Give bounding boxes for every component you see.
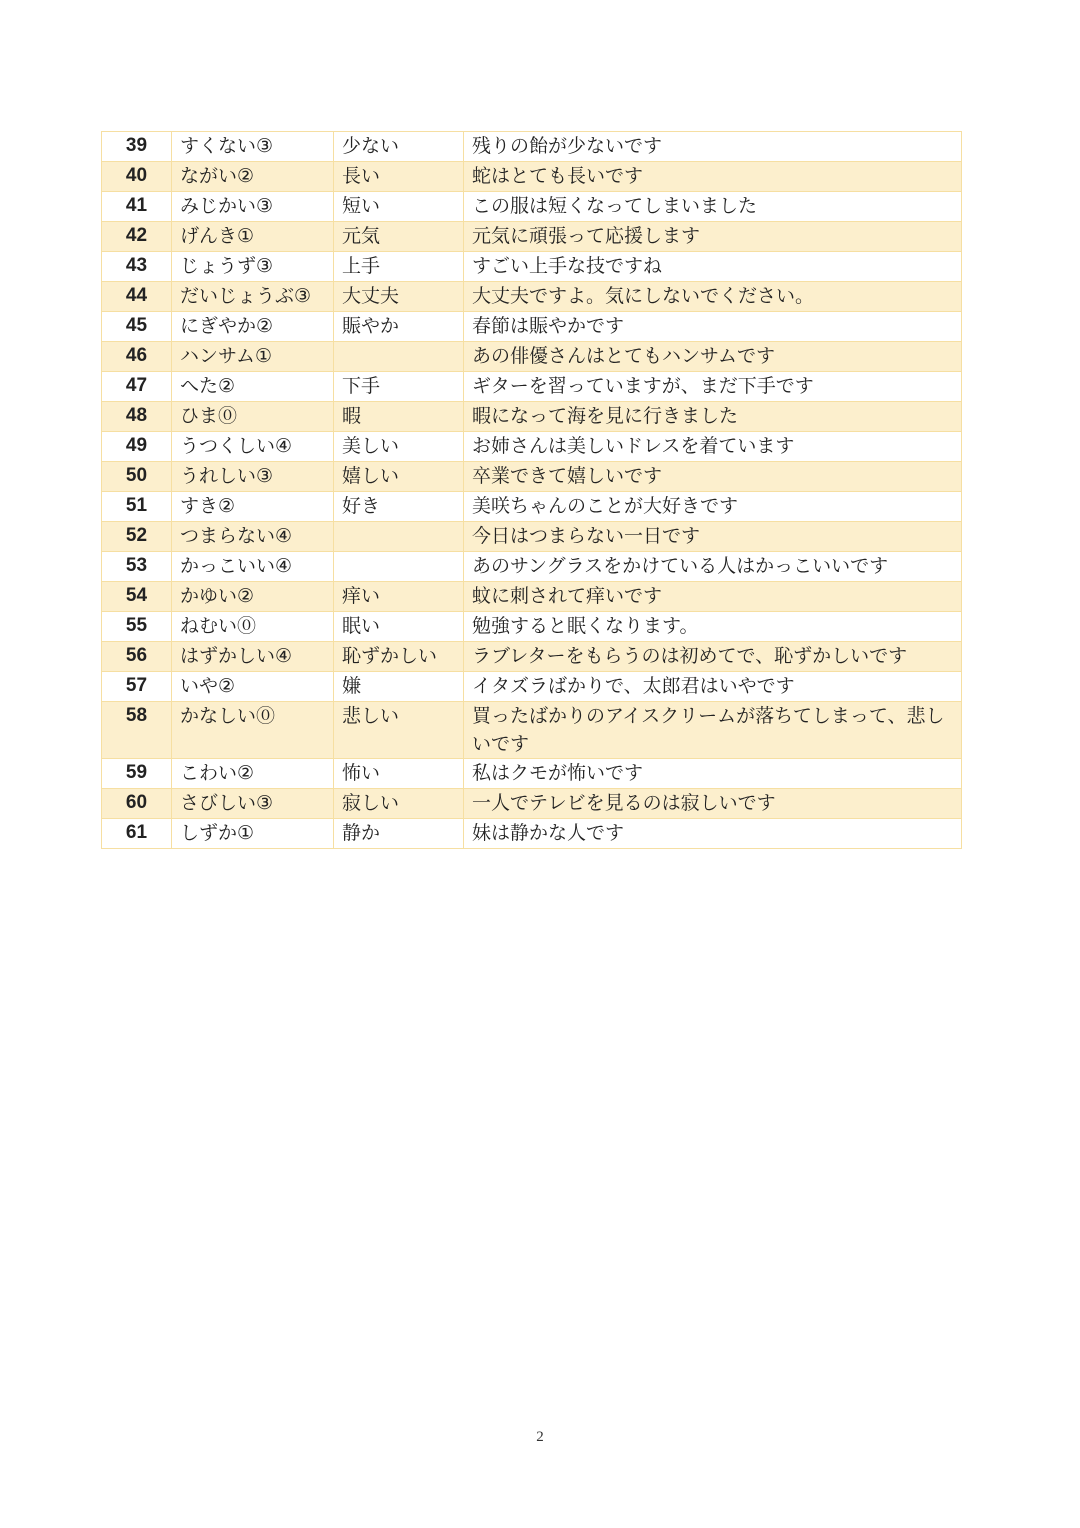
- example-cell: あの俳優さんはとてもハンサムです: [464, 342, 962, 372]
- example-cell: 残りの飴が少ないです: [464, 132, 962, 162]
- table-row: [102, 789, 962, 819]
- table-row: [102, 819, 962, 849]
- vocabulary-table-body: [102, 132, 962, 849]
- example-cell: ギターを習っていますが、まだ下手です: [464, 372, 962, 402]
- example-cell: あのサングラスをかけている人はかっこいいです: [464, 552, 962, 582]
- table-row: [102, 492, 962, 522]
- kanji-cell: 短い: [334, 192, 464, 222]
- kanji-cell: [334, 552, 464, 582]
- reading-cell: うれしい③: [172, 462, 334, 492]
- example-cell: 蛇はとても長いです: [464, 162, 962, 192]
- row-number: 53: [102, 552, 172, 582]
- kanji-cell: 少ない: [334, 132, 464, 162]
- table-row: [102, 672, 962, 702]
- reading-cell: はずかしい④: [172, 642, 334, 672]
- table-row: [102, 612, 962, 642]
- reading-cell: しずか①: [172, 819, 334, 849]
- reading-cell: ながい②: [172, 162, 334, 192]
- example-cell: 勉強すると眠くなります。: [464, 612, 962, 642]
- page-number: 2: [536, 1429, 544, 1445]
- reading-cell: こわい②: [172, 759, 334, 789]
- row-number: 52: [102, 522, 172, 552]
- row-number: 50: [102, 462, 172, 492]
- table-row: [102, 162, 962, 192]
- example-cell: 卒業できて嬉しいです: [464, 462, 962, 492]
- reading-cell: げんき①: [172, 222, 334, 252]
- row-number: 54: [102, 582, 172, 612]
- reading-cell: すき②: [172, 492, 334, 522]
- example-cell: 買ったばかりのアイスクリームが落ちてしまって、悲しいです: [464, 702, 962, 759]
- kanji-cell: 大丈夫: [334, 282, 464, 312]
- kanji-cell: 上手: [334, 252, 464, 282]
- reading-cell: かっこいい④: [172, 552, 334, 582]
- reading-cell: すくない③: [172, 132, 334, 162]
- table-row: [102, 252, 962, 282]
- reading-cell: みじかい③: [172, 192, 334, 222]
- kanji-cell: 嫌: [334, 672, 464, 702]
- table-row: [102, 702, 962, 759]
- reading-cell: つまらない④: [172, 522, 334, 552]
- reading-cell: かゆい②: [172, 582, 334, 612]
- reading-cell: ねむい⓪: [172, 612, 334, 642]
- example-cell: 春節は賑やかです: [464, 312, 962, 342]
- row-number: 47: [102, 372, 172, 402]
- row-number: 45: [102, 312, 172, 342]
- example-cell: 私はクモが怖いです: [464, 759, 962, 789]
- table-row: [102, 312, 962, 342]
- example-cell: 美咲ちゃんのことが大好きです: [464, 492, 962, 522]
- row-number: 57: [102, 672, 172, 702]
- kanji-cell: 嬉しい: [334, 462, 464, 492]
- row-number: 61: [102, 819, 172, 849]
- kanji-cell: 恥ずかしい: [334, 642, 464, 672]
- row-number: 44: [102, 282, 172, 312]
- kanji-cell: 美しい: [334, 432, 464, 462]
- table-row: [102, 432, 962, 462]
- example-cell: 大丈夫ですよ。気にしないでください。: [464, 282, 962, 312]
- example-cell: 元気に頑張って応援します: [464, 222, 962, 252]
- example-cell: 今日はつまらない一日です: [464, 522, 962, 552]
- reading-cell: いや②: [172, 672, 334, 702]
- row-number: 48: [102, 402, 172, 432]
- reading-cell: うつくしい④: [172, 432, 334, 462]
- reading-cell: にぎやか②: [172, 312, 334, 342]
- row-number: 46: [102, 342, 172, 372]
- kanji-cell: 下手: [334, 372, 464, 402]
- example-cell: お姉さんは美しいドレスを着ています: [464, 432, 962, 462]
- example-cell: すごい上手な技ですね: [464, 252, 962, 282]
- row-number: 39: [102, 132, 172, 162]
- table-row: [102, 342, 962, 372]
- table-row: [102, 582, 962, 612]
- table-row: [102, 759, 962, 789]
- reading-cell: かなしい⓪: [172, 702, 334, 759]
- kanji-cell: 怖い: [334, 759, 464, 789]
- row-number: 40: [102, 162, 172, 192]
- row-number: 41: [102, 192, 172, 222]
- table-row: [102, 462, 962, 492]
- row-number: 43: [102, 252, 172, 282]
- table-row: [102, 192, 962, 222]
- reading-cell: ひま⓪: [172, 402, 334, 432]
- reading-cell: さびしい③: [172, 789, 334, 819]
- example-cell: ラブレターをもらうのは初めてで、恥ずかしいです: [464, 642, 962, 672]
- kanji-cell: 寂しい: [334, 789, 464, 819]
- row-number: 59: [102, 759, 172, 789]
- table-row: [102, 282, 962, 312]
- kanji-cell: 悲しい: [334, 702, 464, 759]
- example-cell: 妹は静かな人です: [464, 819, 962, 849]
- row-number: 55: [102, 612, 172, 642]
- kanji-cell: 眠い: [334, 612, 464, 642]
- reading-cell: じょうず③: [172, 252, 334, 282]
- kanji-cell: 静か: [334, 819, 464, 849]
- row-number: 58: [102, 702, 172, 759]
- example-cell: 蚊に刺されて痒いです: [464, 582, 962, 612]
- table-row: [102, 372, 962, 402]
- kanji-cell: [334, 342, 464, 372]
- kanji-cell: 痒い: [334, 582, 464, 612]
- reading-cell: ハンサム①: [172, 342, 334, 372]
- kanji-cell: 元気: [334, 222, 464, 252]
- table-row: [102, 402, 962, 432]
- kanji-cell: 賑やか: [334, 312, 464, 342]
- vocabulary-table: [101, 131, 962, 849]
- table-row: [102, 132, 962, 162]
- row-number: 42: [102, 222, 172, 252]
- kanji-cell: [334, 522, 464, 552]
- kanji-cell: 長い: [334, 162, 464, 192]
- row-number: 60: [102, 789, 172, 819]
- table-row: [102, 222, 962, 252]
- example-cell: 暇になって海を見に行きました: [464, 402, 962, 432]
- kanji-cell: 暇: [334, 402, 464, 432]
- table-row: [102, 552, 962, 582]
- kanji-cell: 好き: [334, 492, 464, 522]
- example-cell: この服は短くなってしまいました: [464, 192, 962, 222]
- reading-cell: へた②: [172, 372, 334, 402]
- table-row: [102, 522, 962, 552]
- row-number: 56: [102, 642, 172, 672]
- row-number: 51: [102, 492, 172, 522]
- example-cell: イタズラばかりで、太郎君はいやです: [464, 672, 962, 702]
- table-row: [102, 642, 962, 672]
- row-number: 49: [102, 432, 172, 462]
- reading-cell: だいじょうぶ③: [172, 282, 334, 312]
- example-cell: 一人でテレビを見るのは寂しいです: [464, 789, 962, 819]
